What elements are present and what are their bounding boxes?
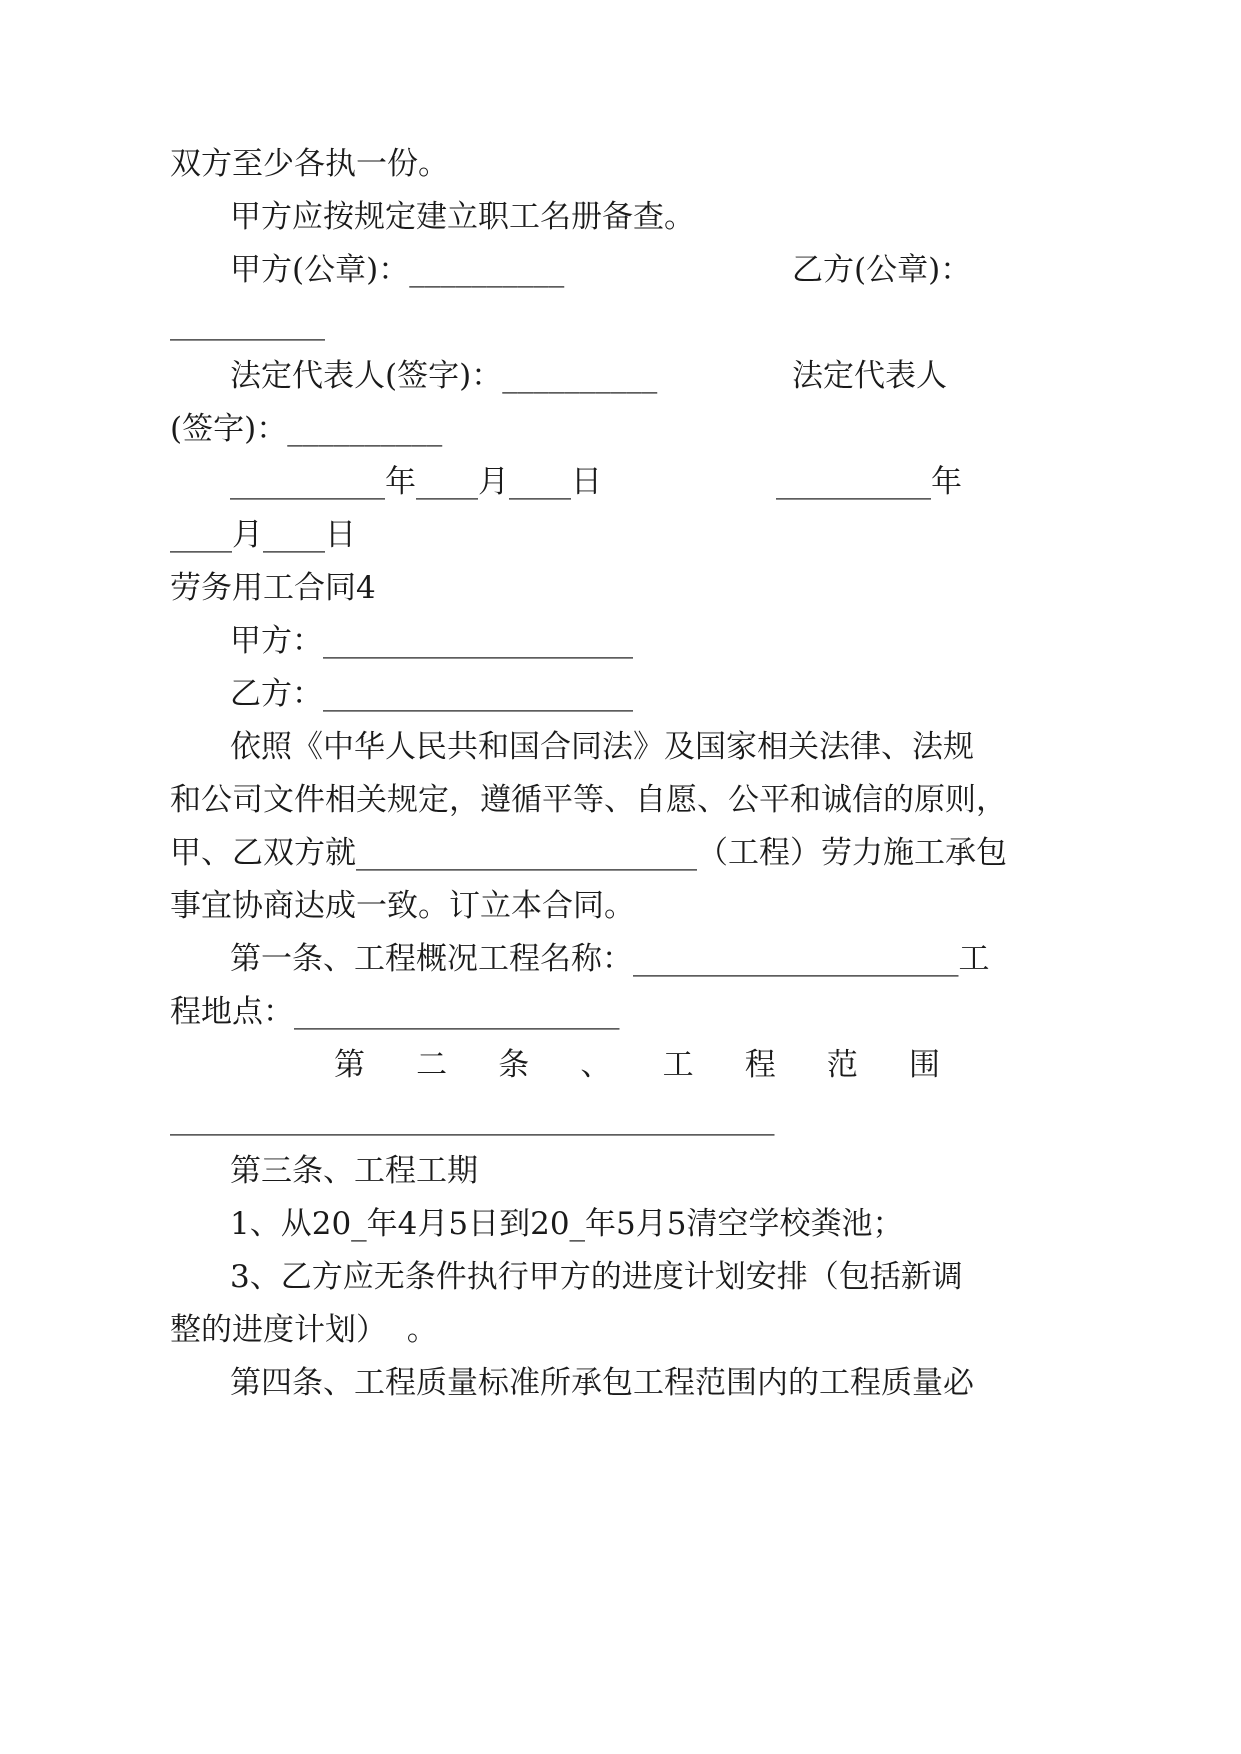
heading-char: 、 — [580, 1047, 612, 1083]
heading-char: 程 — [744, 1047, 776, 1083]
party-b-field: 乙方：____________________ — [230, 676, 633, 712]
text-line: 和公司文件相关规定，遵循平等、自愿、公平和诚信的原则， — [170, 782, 1007, 818]
heading-char: 范 — [826, 1047, 858, 1083]
heading-char: 第 — [334, 1047, 365, 1083]
text-line: 事宜协商达成一致。订立本合同。 — [170, 888, 635, 924]
heading-char: 围 — [908, 1047, 940, 1083]
text-line: ____月____日 — [170, 517, 356, 553]
party-a-date-line: __________年____月____日 — [230, 464, 602, 500]
party-a-seal-line: 甲方(公章)：__________ — [230, 252, 565, 288]
text-line: 1、从20_年4月5日到20_年5月5清空学校粪池； — [230, 1206, 904, 1242]
section-title: 劳务用工合同4 — [170, 570, 376, 606]
party-b-rep-line: 法定代表人 — [792, 358, 947, 394]
party-b-seal-line: 乙方(公章)： — [792, 252, 972, 288]
article-2-heading — [334, 1045, 940, 1085]
text-line: 依照《中华人民共和国合同法》及国家相关法律、法规 — [230, 729, 974, 765]
party-b-date-line: __________年 — [776, 464, 962, 500]
text-line: 第一条、工程概况工程名称：_____________________工 — [230, 941, 990, 977]
text-line: 甲、乙双方就______________________（工程）劳力施工承包 — [170, 835, 1007, 871]
scope-blank: _______________________________________ — [170, 1100, 775, 1136]
text-line: 第四条、工程质量标准所承包工程范围内的工程质量必 — [230, 1365, 974, 1401]
text-line: 3、乙方应无条件执行甲方的进度计划安排（包括新调 — [230, 1259, 963, 1295]
text-line: 整的进度计划） 。 — [170, 1312, 438, 1348]
text-line: 双方至少各执一份。 — [170, 146, 449, 182]
party-a-rep-line: 法定代表人(签字)：__________ — [230, 358, 658, 394]
text-line: (签字)：__________ — [170, 411, 443, 447]
signature-blank: __________ — [170, 305, 325, 341]
party-a-field: 甲方：____________________ — [230, 623, 633, 659]
heading-char: 二 — [416, 1047, 448, 1083]
text-line: 程地点：_____________________ — [170, 994, 620, 1030]
text-line: 甲方应按规定建立职工名册备查。 — [230, 199, 695, 235]
article-3-heading: 第三条、工程工期 — [230, 1153, 478, 1189]
heading-char: 条 — [498, 1047, 530, 1083]
heading-char: 工 — [662, 1047, 694, 1083]
